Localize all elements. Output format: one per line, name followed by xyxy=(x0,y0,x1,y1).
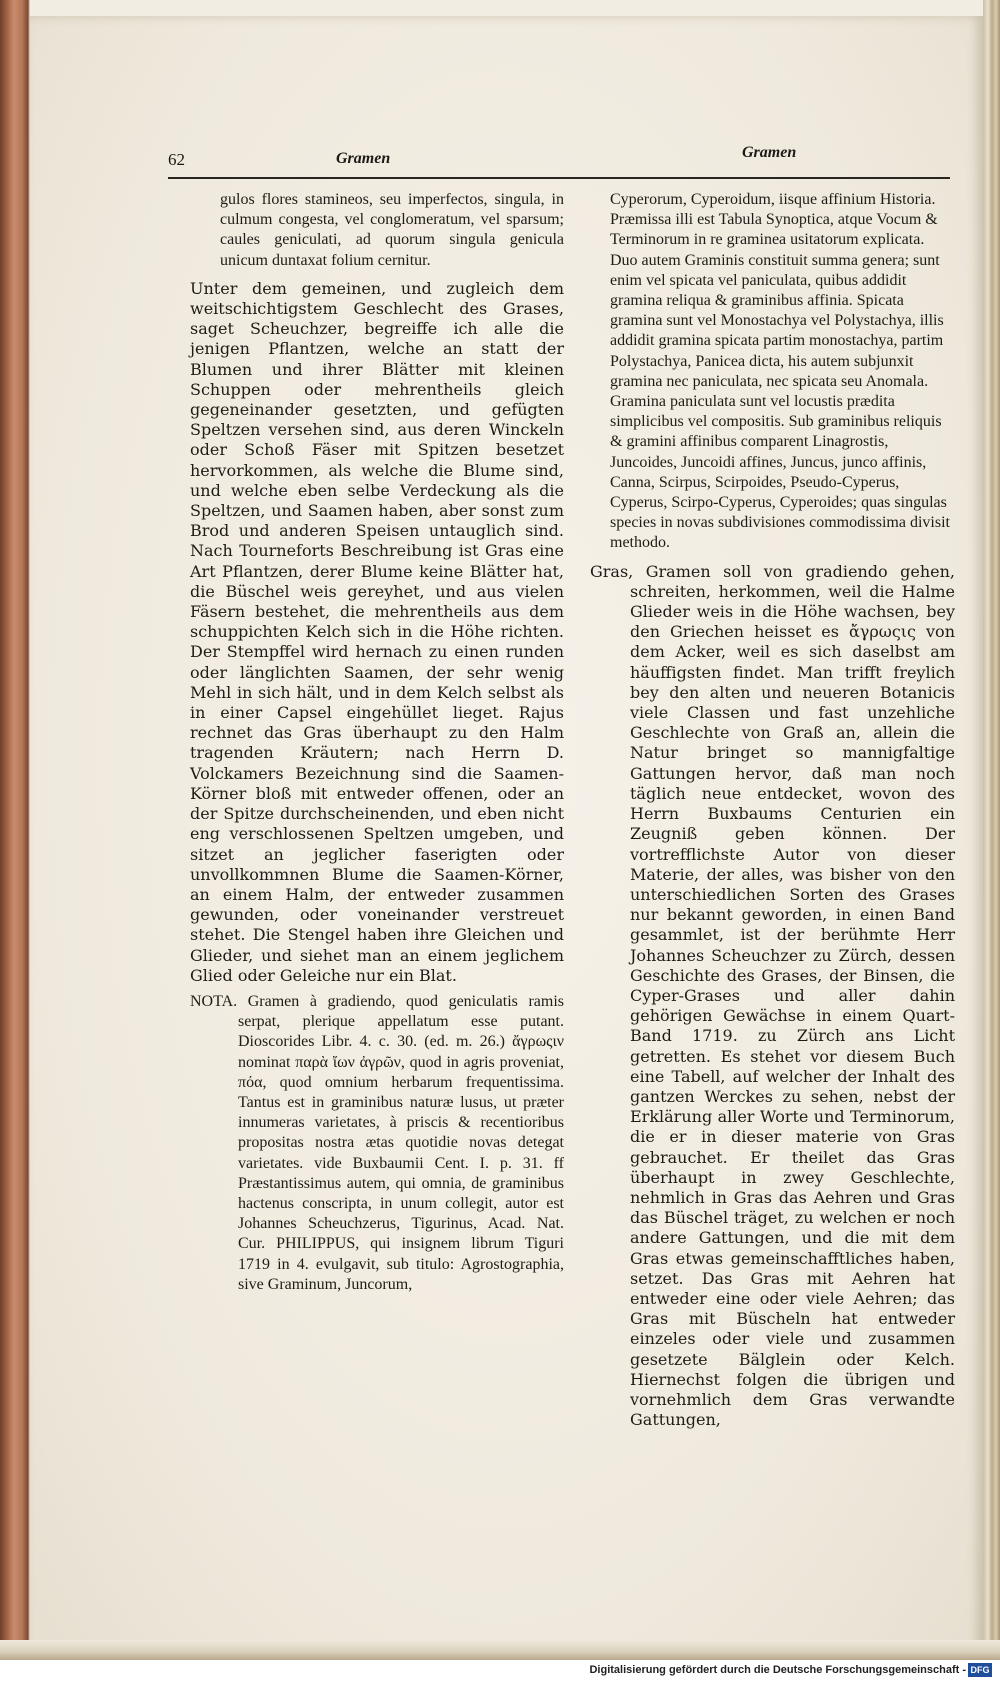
nota-paragraph xyxy=(190,992,564,1295)
funding-credit: Digitalisierung gefördert durch die Deutsche Forschungsgemeinschaft - xyxy=(589,1664,966,1676)
nota-text: Gramen à gradiendo, quod geniculatis ramis serpat, plerique appellatum esse putant. Dioscorides Libr. 4. c. 30. (ed. m. 26.) ἄγρωςιν nominat παρὰ ἴων ἀγρῶν, quod in agris proveniat, πόα, quod omnium herbarum frequentissima. Tantus est in graminibus naturæ lusus, ut præter innumeras varietates, à priscis & recentioribus propositas nostra ætas quotidie novas detegat varietates. vide Buxbaumii Cent. I. p. 31. ff Præstantissimus autem, qui omnia, de graminibus hactenus conscripta, in unum collegit, autor est Johannes Scheuchzerus, Tigurinus, Acad. Nat. Cur. PHILIPPUS, qui insignem librum Tiguri 1719 in 4. evulgavit, sub titulo: Agrostographia, sive Graminum, Juncorum, xyxy=(238,992,564,1293)
page-bottom-edge xyxy=(0,1640,1000,1660)
dfg-logo-icon: DFG xyxy=(968,1663,992,1677)
header-rule xyxy=(168,177,950,179)
latin-intro: gulos flores stamineos, seu imperfectos, singula, in culmum congesta, vel conglomeratum, vel sparsum; caules geniculati, ad quorum singula genicula unicum duntaxat folium cernitur. xyxy=(220,191,564,269)
footer-bar xyxy=(0,1660,1000,1681)
running-head-left: Gramen xyxy=(336,150,391,167)
page-number: 62 xyxy=(168,150,185,169)
right-column xyxy=(590,190,955,1430)
nota-label: NOTA. xyxy=(190,992,238,1010)
latin-paragraph: Cyperorum, Cyperoidum, iisque affinium Historia. Præmissa illi est Tabula Synoptica, atque Vocum & Terminorum in re graminea usitatorum explicata. Duo autem Graminis constituit summa genera; sunt enim vel spicata vel paniculata, quibus addidit gramina reliqua & graminibus affinia. Spicata gramina sunt vel Monostachya vel Polystachya, illis addidit gramina spicata partim monostachya, partim Polystachya, Panicea dicta, his autem subjunxit gramina nec paniculata, nec spicata seu Anomala. Gramina paniculata sunt vel locustis prædita simplicibus vel compositis. Sub graminibus reliquis & gramini affinibus comparent Linagrostis, Juncoides, Juncoidi affines, Juncus, junco affinis, Canna, Scirpus, Scirpoides, Pseudo-Cyperus, Cyperus, Scirpo-Cyperus, Cyperoides; quas singulas species in novas subdivisiones commodissima divisit methodo. xyxy=(610,191,950,552)
gras-paragraph: Gras, Gramen soll von gradiendo gehen, schreiten, herkommen, weil die Halme Glieder weis in die Höhe wachsen, bey den Griechen heisset es ἄγρωςις von dem Acker, weil es sich daselbst am häuffigsten findet. Man trifft freylich bey den alten und neueren Botanicis viele Classen und fast unzehliche Geschlechte von Graß an, allein die Natur bringet so mannigfaltige Gattungen hervor, daß man noch täglich neue entdecket, wovon des Herrn Buxbaums Centurien ein Zeugniß geben können. Der vortrefflichste Autor von dieser Materie, der alles, was bisher von den unterschiedlichen Sorten des Grases nur bekannt geworden, in einen Band gesammlet, ist der berühmte Herr Johannes Scheuchzer zu Zürch, dessen Geschichte des Grases, der Binsen, die Cyper-Grases und aller dahin gehörigen Gewächse in einem Quart-Band 1719. zu Zürch ans Licht getretten. Es stehet vor diesem Buch eine Tabell, auf welcher der Inhalt des gantzen Werckes zu sehen, nebst der Erklärung aller Worte und Terminorum, die er in dieser materie von Gras gebrauchet. Er theilet das Gras überhaupt in zwey Geschlechte, nehmlich in Gras das Aehren und Gras das Büschel träget, zu welchen er noch andere Gattungen, und die mit dem Gras etwas gemeinschafftliches haben, setzet. Das Gras mit Aehren hat entweder eine oder viele Aehren; das Gras mit Büscheln hat entweder einzeles oder viele und zusammen gesetzete Bälglein oder Kelch. Hiernechst folgen die übrigen und vornehmlich dem Gras verwandte Gattungen, xyxy=(590,561,955,1430)
page-stack-edge xyxy=(983,0,1000,1660)
running-head-right: Gramen xyxy=(742,144,797,161)
left-column xyxy=(190,190,564,1295)
german-paragraph: Unter dem gemeinen, und zugleich dem weitschichtigstem Geschlecht des Grases, saget Scheuchzer, begreiffe ich alle die jenigen Pflantzen, welche an statt der Blumen und ihrer Blätter mit kleinen Schuppen oder mehrentheils gleich gegeneinander gesetzten, und gefügten Speltzen versehen sind, aus deren Winckeln oder Schoß Fäser mit Spitzen besetzet hervorkommen, als welche die Blume sind, und welche eben selbe Verdeckung als die Speltzen, und Saamen haben, aber sonst zum Brod und anderen Speisen untauglich sind. Nach Tourneforts Beschreibung ist Gras eine Art Pflantzen, derer Blume keine Blätter hat, die Büschel weis gereyhet, und aus vielen Fäsern bestehet, die mehrentheils aus dem schuppichten Kelch sich in die Höhe richten. Der Stempffel wird hernach zu einen runden oder länglichten Saamen, der sehr wenig Mehl in sich hält, und in dem Kelch selbst als in einer Capsel eingehüllet lieget. Rajus rechnet das Gras überhaupt zu den Halm tragenden Kräutern; nach Herrn D. Volckamers Bezeichnung sind die Saamen-Körner bloß mit entweder offenen, oder an der Spitze durchscheinenden, und eben nicht eng verschlossenen Speltzen umgeben, und sitzet an jeglicher faserigten oder unvollkommnen Blume die Saamen-Körner, an einem Halm, der entweder zusammen gewunden, oder voneinander verstreuet stehet. Die Stengel haben ihre Gleichen und Glieder, und siehet man an einem jeglichem Glied oder Geleiche nur ein Blat. xyxy=(190,278,564,985)
